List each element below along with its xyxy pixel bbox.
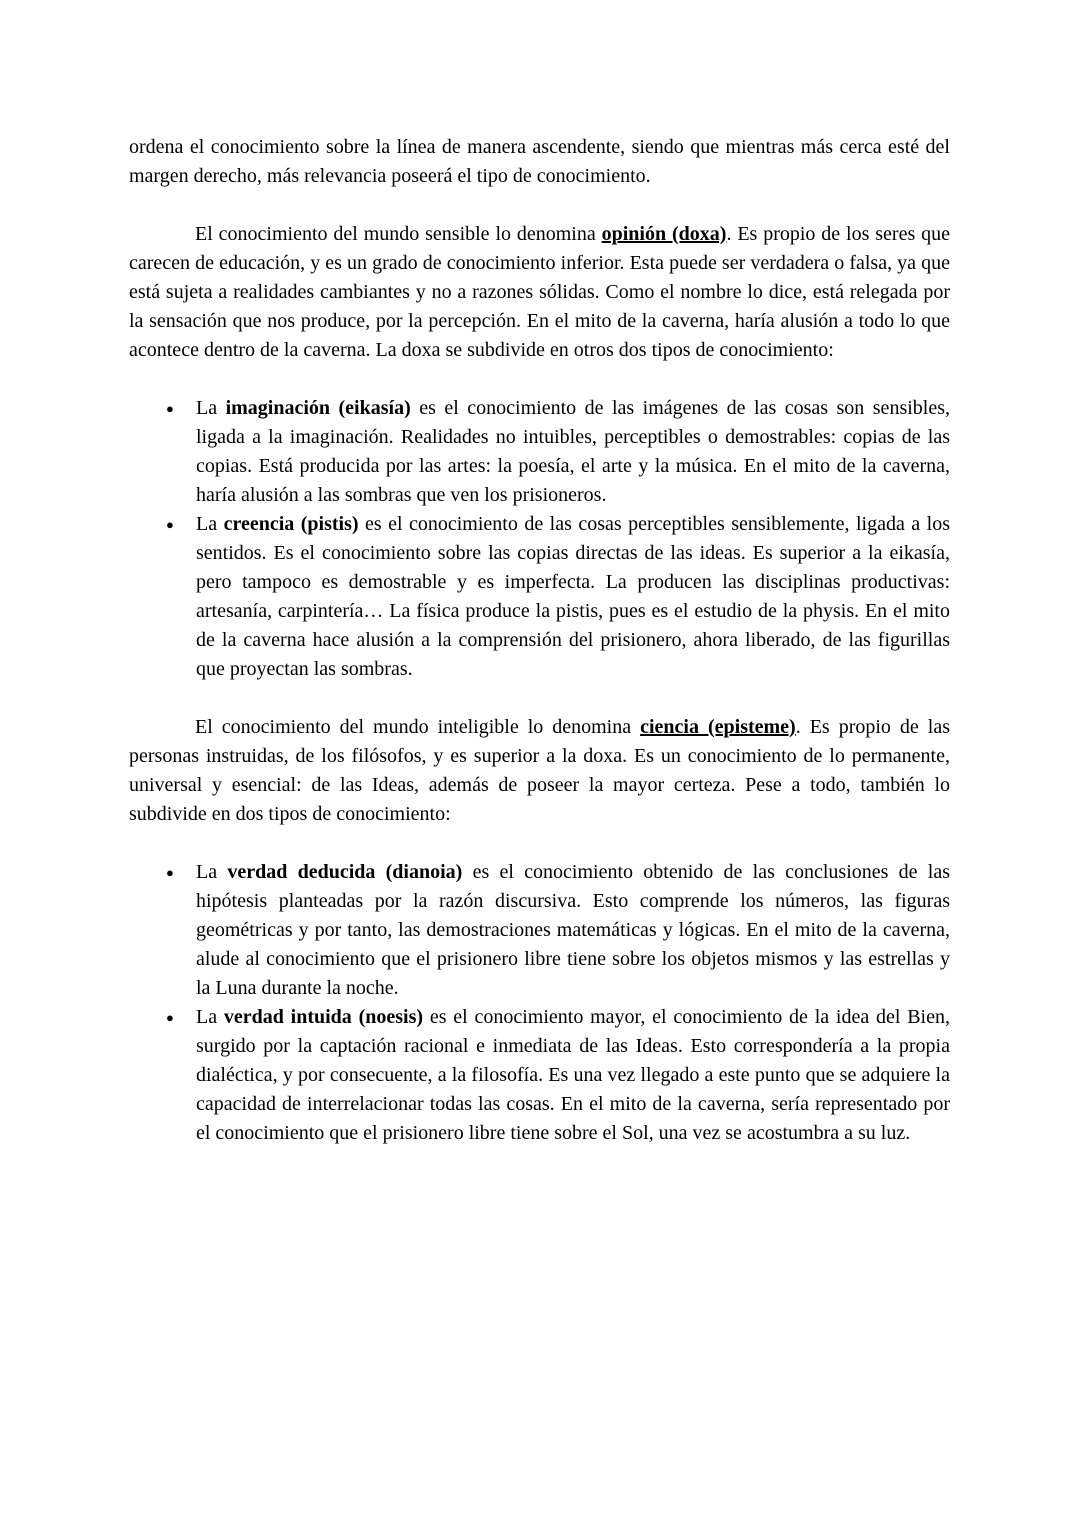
episteme-bullet-list bbox=[129, 858, 950, 1148]
doxa-text-post: . Es propio de los seres que carecen de educación, y es un grado de conocimiento inferior. Esta puede ser verdadera o falsa, ya que está sujeta a realidades cambiantes y no a razones sólidas. Como el nombre lo dice, está relegada por la sensación que nos produce, por la percepción. En el mito de la caverna, haría alusión a todo lo que acontece dentro de la caverna. La doxa se subdivide en otros dos tipos de conocimiento: bbox=[129, 223, 950, 361]
paragraph-episteme bbox=[129, 713, 950, 829]
bullet-dianoia-rest: es el conocimiento obtenido de las conclusiones de las hipótesis planteadas por la razón discursiva. Esto comprende los números, las figuras geométricas y por tanto, las demostraciones matemáticas y lógicas. En el mito de la caverna, alude al conocimiento que el prisionero libre tiene sobre los objetos mismos y las estrellas y la Luna durante la noche. bbox=[196, 861, 950, 999]
bullet-eikasia-lead: La bbox=[196, 397, 226, 419]
bullet-pistis bbox=[129, 510, 950, 684]
episteme-term: ciencia (episteme) bbox=[640, 716, 796, 738]
doxa-term: opinión (doxa) bbox=[601, 223, 727, 245]
bullet-eikasia-rest: es el conocimiento de las imágenes de las cosas son sensibles, ligada a la imaginación. Realidades no intuibles, perceptibles o demostrables: copias de las copias. Está producida por las artes: la poesía, el arte y la música. En el mito de la caverna, haría alusión a las sombras que ven los prisioneros. bbox=[196, 397, 950, 506]
bullet-eikasia bbox=[129, 394, 950, 510]
bullet-noesis-lead: La bbox=[196, 1006, 224, 1028]
bullet-eikasia-term: imaginación (eikasía) bbox=[225, 397, 411, 419]
bullet-noesis-term: verdad intuida (noesis) bbox=[223, 1006, 424, 1028]
episteme-text-pre: El conocimiento del mundo inteligible lo denomina bbox=[195, 716, 641, 738]
bullet-dianoia-term: verdad deducida (dianoia) bbox=[227, 861, 463, 883]
bullet-pistis-lead: La bbox=[196, 513, 224, 535]
doxa-text-pre: El conocimiento del mundo sensible lo denomina bbox=[195, 223, 602, 245]
episteme-text-post: . Es propio de las personas instruidas, de los filósofos, y es superior a la doxa. Es un conocimiento de lo permanente, universal y esencial: de las Ideas, además de poseer la mayor certeza. Pese a todo, también lo subdivide en dos tipos de conocimiento: bbox=[129, 716, 951, 825]
paragraph-continuation bbox=[129, 133, 950, 191]
paragraph-continuation-text: ordena el conocimiento sobre la línea de manera ascendente, siendo que mientras más cerca esté del margen derecho, más relevancia poseerá el tipo de conocimiento. bbox=[129, 136, 950, 187]
bullet-noesis bbox=[129, 1003, 950, 1148]
doxa-bullet-list bbox=[129, 394, 950, 684]
bullet-pistis-term: creencia (pistis) bbox=[223, 513, 359, 535]
bullet-pistis-rest: es el conocimiento de las cosas perceptibles sensiblemente, ligada a los sentidos. Es el conocimiento sobre las copias directas de las ideas. Es superior a la eikasía, pero tampoco es demostrable y es imperfecta. La producen las disciplinas productivas: artesanía, carpintería… La física produce la pistis, pues es el estudio de la physis. En el mito de la caverna hace alusión a la comprensión del prisionero, ahora liberado, de las figurillas que proyectan las sombras. bbox=[196, 513, 950, 680]
paragraph-doxa bbox=[129, 220, 950, 365]
bullet-noesis-rest: es el conocimiento mayor, el conocimiento de la idea del Bien, surgido por la captación racional e inmediata de las Ideas. Esto correspondería a la propia dialéctica, y por consecuente, a la filosofía. Es una vez llegado a este punto que se adquiere la capacidad de interrelacionar todas las cosas. En el mito de la caverna, sería representado por el conocimiento que el prisionero libre tiene sobre el Sol, una vez se acostumbra a su luz. bbox=[196, 1006, 950, 1144]
bullet-dianoia-lead: La bbox=[196, 861, 228, 883]
bullet-dianoia bbox=[129, 858, 950, 1003]
